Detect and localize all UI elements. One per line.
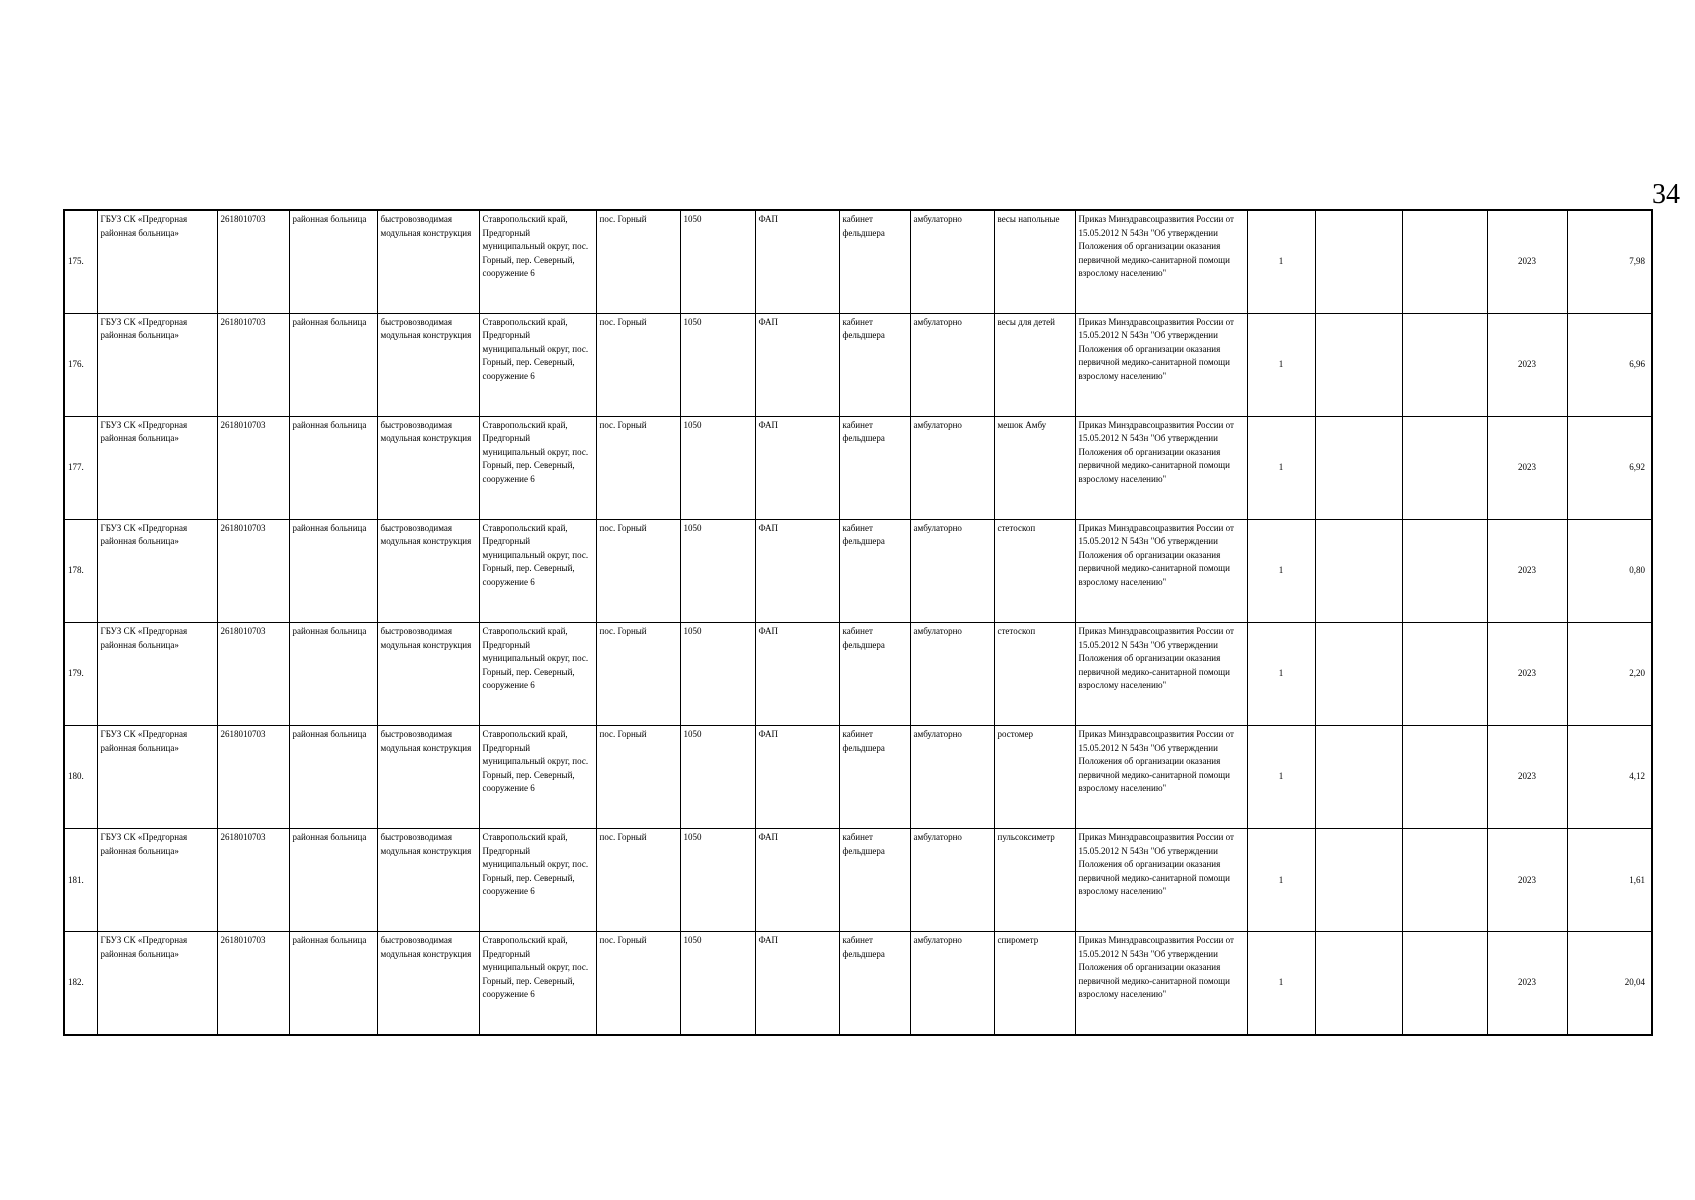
- institution-type: районная больница: [289, 416, 377, 519]
- year: 2023: [1487, 519, 1567, 622]
- equipment-name: стетоскоп: [994, 623, 1075, 726]
- organization-code: 2618010703: [217, 519, 289, 622]
- institution-type: районная больница: [289, 932, 377, 1035]
- row-number: 178.: [64, 519, 97, 622]
- regulatory-basis: Приказ Минздравсоцразвития России от 15.05.2012 N 543н "Об утверждении Положения об организации оказания первичной медико-санитарной помощи взрослому населению": [1075, 416, 1247, 519]
- empty-cell: [1402, 726, 1487, 829]
- settlement: пос. Горный: [596, 416, 680, 519]
- table-row: [64, 829, 1652, 932]
- empty-cell: [1315, 519, 1402, 622]
- settlement: пос. Горный: [596, 313, 680, 416]
- year: 2023: [1487, 210, 1567, 313]
- population: 1050: [680, 210, 755, 313]
- institution-type: районная больница: [289, 623, 377, 726]
- institution-type: районная больница: [289, 519, 377, 622]
- cost: 7,98: [1567, 210, 1652, 313]
- unit-type: ФАП: [755, 519, 839, 622]
- empty-cell: [1315, 210, 1402, 313]
- settlement: пос. Горный: [596, 210, 680, 313]
- quantity: 1: [1247, 932, 1315, 1035]
- address: Ставропольский край, Предгорный муниципальный округ, пос. Горный, пер. Северный, сооружение 6: [479, 829, 596, 932]
- empty-cell: [1315, 726, 1402, 829]
- table-row: [64, 210, 1652, 313]
- row-number: 181.: [64, 829, 97, 932]
- row-number: 175.: [64, 210, 97, 313]
- cost: 1,61: [1567, 829, 1652, 932]
- address: Ставропольский край, Предгорный муниципальный округ, пос. Горный, пер. Северный, сооружение 6: [479, 210, 596, 313]
- page-number: 34: [1652, 179, 1680, 210]
- cost: 0,80: [1567, 519, 1652, 622]
- organization-code: 2618010703: [217, 416, 289, 519]
- equipment-name: мешок Амбу: [994, 416, 1075, 519]
- settlement: пос. Горный: [596, 932, 680, 1035]
- population: 1050: [680, 313, 755, 416]
- table-row: [64, 416, 1652, 519]
- organization-name: ГБУЗ СК «Предгорная районная больница»: [97, 313, 217, 416]
- room: кабинет фельдшера: [839, 623, 910, 726]
- settlement: пос. Горный: [596, 829, 680, 932]
- settlement: пос. Горный: [596, 623, 680, 726]
- equipment-name: весы для детей: [994, 313, 1075, 416]
- table-row: [64, 519, 1652, 622]
- row-number: 182.: [64, 932, 97, 1035]
- organization-code: 2618010703: [217, 726, 289, 829]
- cost: 4,12: [1567, 726, 1652, 829]
- address: Ставропольский край, Предгорный муниципальный округ, пос. Горный, пер. Северный, сооружение 6: [479, 623, 596, 726]
- organization-name: ГБУЗ СК «Предгорная районная больница»: [97, 210, 217, 313]
- population: 1050: [680, 623, 755, 726]
- room: кабинет фельдшера: [839, 313, 910, 416]
- regulatory-basis: Приказ Минздравсоцразвития России от 15.05.2012 N 543н "Об утверждении Положения об организации оказания первичной медико-санитарной помощи взрослому населению": [1075, 519, 1247, 622]
- organization-name: ГБУЗ СК «Предгорная районная больница»: [97, 416, 217, 519]
- organization-code: 2618010703: [217, 210, 289, 313]
- organization-name: ГБУЗ СК «Предгорная районная больница»: [97, 623, 217, 726]
- population: 1050: [680, 726, 755, 829]
- row-number: 177.: [64, 416, 97, 519]
- quantity: 1: [1247, 416, 1315, 519]
- unit-type: ФАП: [755, 210, 839, 313]
- room: кабинет фельдшера: [839, 519, 910, 622]
- quantity: 1: [1247, 519, 1315, 622]
- empty-cell: [1315, 932, 1402, 1035]
- table-row: [64, 726, 1652, 829]
- empty-cell: [1315, 313, 1402, 416]
- empty-cell: [1402, 313, 1487, 416]
- building-type: быстровозводимая модульная конструкция: [377, 932, 479, 1035]
- year: 2023: [1487, 416, 1567, 519]
- cost: 2,20: [1567, 623, 1652, 726]
- address: Ставропольский край, Предгорный муниципальный округ, пос. Горный, пер. Северный, сооружение 6: [479, 932, 596, 1035]
- quantity: 1: [1247, 829, 1315, 932]
- regulatory-basis: Приказ Минздравсоцразвития России от 15.05.2012 N 543н "Об утверждении Положения об организации оказания первичной медико-санитарной помощи взрослому населению": [1075, 932, 1247, 1035]
- institution-type: районная больница: [289, 313, 377, 416]
- care-form: амбулаторно: [910, 210, 994, 313]
- year: 2023: [1487, 726, 1567, 829]
- settlement: пос. Горный: [596, 519, 680, 622]
- empty-cell: [1402, 932, 1487, 1035]
- row-number: 180.: [64, 726, 97, 829]
- care-form: амбулаторно: [910, 829, 994, 932]
- building-type: быстровозводимая модульная конструкция: [377, 519, 479, 622]
- room: кабинет фельдшера: [839, 726, 910, 829]
- organization-code: 2618010703: [217, 623, 289, 726]
- care-form: амбулаторно: [910, 519, 994, 622]
- population: 1050: [680, 519, 755, 622]
- quantity: 1: [1247, 210, 1315, 313]
- building-type: быстровозводимая модульная конструкция: [377, 726, 479, 829]
- table-row: [64, 932, 1652, 1035]
- year: 2023: [1487, 932, 1567, 1035]
- organization-name: ГБУЗ СК «Предгорная районная больница»: [97, 726, 217, 829]
- care-form: амбулаторно: [910, 313, 994, 416]
- equipment-name: ростомер: [994, 726, 1075, 829]
- quantity: 1: [1247, 726, 1315, 829]
- unit-type: ФАП: [755, 623, 839, 726]
- regulatory-basis: Приказ Минздравсоцразвития России от 15.05.2012 N 543н "Об утверждении Положения об организации оказания первичной медико-санитарной помощи взрослому населению": [1075, 623, 1247, 726]
- unit-type: ФАП: [755, 313, 839, 416]
- settlement: пос. Горный: [596, 726, 680, 829]
- year: 2023: [1487, 829, 1567, 932]
- empty-cell: [1402, 623, 1487, 726]
- care-form: амбулаторно: [910, 623, 994, 726]
- equipment-name: спирометр: [994, 932, 1075, 1035]
- institution-type: районная больница: [289, 829, 377, 932]
- unit-type: ФАП: [755, 932, 839, 1035]
- care-form: амбулаторно: [910, 932, 994, 1035]
- institution-type: районная больница: [289, 210, 377, 313]
- organization-name: ГБУЗ СК «Предгорная районная больница»: [97, 932, 217, 1035]
- population: 1050: [680, 416, 755, 519]
- building-type: быстровозводимая модульная конструкция: [377, 210, 479, 313]
- empty-cell: [1402, 416, 1487, 519]
- address: Ставропольский край, Предгорный муниципальный округ, пос. Горный, пер. Северный, сооружение 6: [479, 726, 596, 829]
- equipment-name: пульсоксиметр: [994, 829, 1075, 932]
- unit-type: ФАП: [755, 829, 839, 932]
- care-form: амбулаторно: [910, 726, 994, 829]
- address: Ставропольский край, Предгорный муниципальный округ, пос. Горный, пер. Северный, сооружение 6: [479, 313, 596, 416]
- empty-cell: [1315, 416, 1402, 519]
- regulatory-basis: Приказ Минздравсоцразвития России от 15.05.2012 N 543н "Об утверждении Положения об организации оказания первичной медико-санитарной помощи взрослому населению": [1075, 726, 1247, 829]
- empty-cell: [1402, 829, 1487, 932]
- regulatory-basis: Приказ Минздравсоцразвития России от 15.05.2012 N 543н "Об утверждении Положения об организации оказания первичной медико-санитарной помощи взрослому населению": [1075, 210, 1247, 313]
- room: кабинет фельдшера: [839, 416, 910, 519]
- population: 1050: [680, 829, 755, 932]
- address: Ставропольский край, Предгорный муниципальный округ, пос. Горный, пер. Северный, сооружение 6: [479, 416, 596, 519]
- equipment-name: стетоскоп: [994, 519, 1075, 622]
- population: 1050: [680, 932, 755, 1035]
- organization-code: 2618010703: [217, 932, 289, 1035]
- room: кабинет фельдшера: [839, 932, 910, 1035]
- regulatory-basis: Приказ Минздравсоцразвития России от 15.05.2012 N 543н "Об утверждении Положения об организации оказания первичной медико-санитарной помощи взрослому населению": [1075, 829, 1247, 932]
- empty-cell: [1315, 829, 1402, 932]
- cost: 6,92: [1567, 416, 1652, 519]
- building-type: быстровозводимая модульная конструкция: [377, 313, 479, 416]
- equipment-name: весы напольные: [994, 210, 1075, 313]
- building-type: быстровозводимая модульная конструкция: [377, 416, 479, 519]
- quantity: 1: [1247, 313, 1315, 416]
- room: кабинет фельдшера: [839, 829, 910, 932]
- institution-type: районная больница: [289, 726, 377, 829]
- equipment-register-table: [63, 209, 1653, 1036]
- empty-cell: [1402, 519, 1487, 622]
- organization-name: ГБУЗ СК «Предгорная районная больница»: [97, 829, 217, 932]
- organization-name: ГБУЗ СК «Предгорная районная больница»: [97, 519, 217, 622]
- table-row: [64, 313, 1652, 416]
- year: 2023: [1487, 313, 1567, 416]
- care-form: амбулаторно: [910, 416, 994, 519]
- row-number: 176.: [64, 313, 97, 416]
- empty-cell: [1315, 623, 1402, 726]
- organization-code: 2618010703: [217, 829, 289, 932]
- year: 2023: [1487, 623, 1567, 726]
- address: Ставропольский край, Предгорный муниципальный округ, пос. Горный, пер. Северный, сооружение 6: [479, 519, 596, 622]
- room: кабинет фельдшера: [839, 210, 910, 313]
- unit-type: ФАП: [755, 416, 839, 519]
- cost: 6,96: [1567, 313, 1652, 416]
- quantity: 1: [1247, 623, 1315, 726]
- row-number: 179.: [64, 623, 97, 726]
- empty-cell: [1402, 210, 1487, 313]
- cost: 20,04: [1567, 932, 1652, 1035]
- regulatory-basis: Приказ Минздравсоцразвития России от 15.05.2012 N 543н "Об утверждении Положения об организации оказания первичной медико-санитарной помощи взрослому населению": [1075, 313, 1247, 416]
- building-type: быстровозводимая модульная конструкция: [377, 829, 479, 932]
- organization-code: 2618010703: [217, 313, 289, 416]
- building-type: быстровозводимая модульная конструкция: [377, 623, 479, 726]
- table-row: [64, 623, 1652, 726]
- unit-type: ФАП: [755, 726, 839, 829]
